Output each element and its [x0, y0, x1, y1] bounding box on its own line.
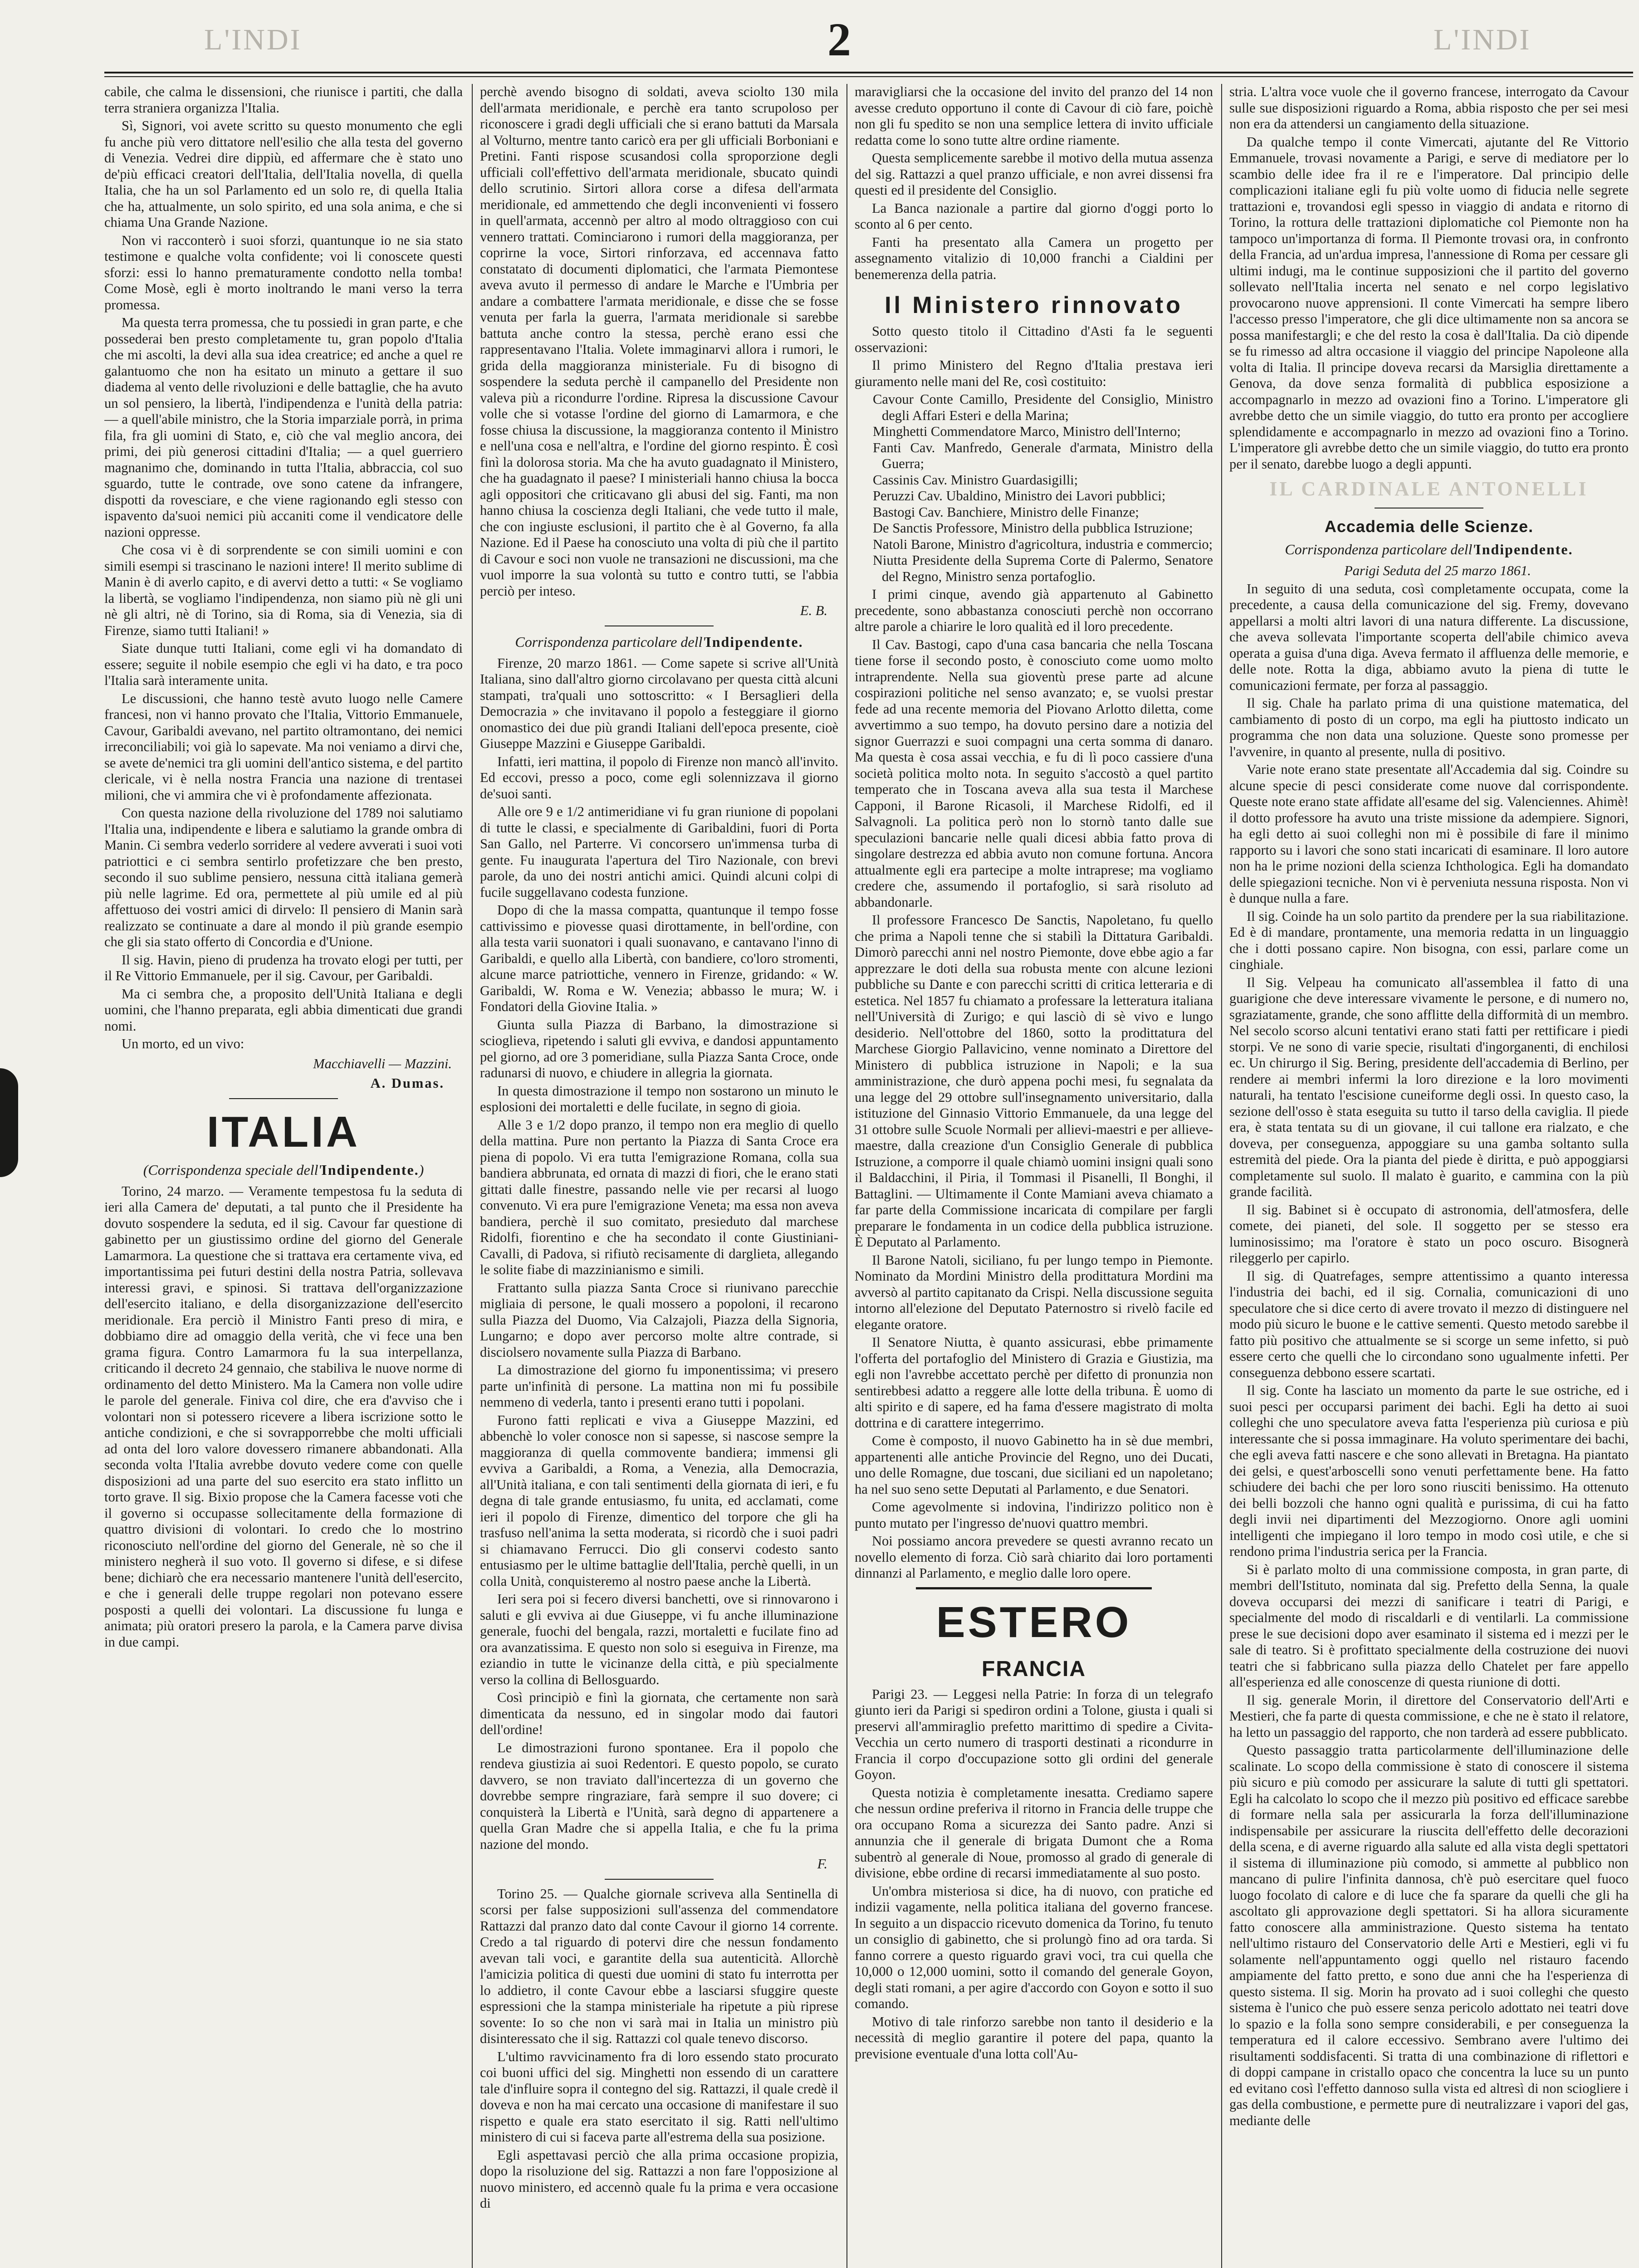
paragraph: Alle 3 e 1/2 dopo pranzo, il tempo non era meglio di quello della mattina. Pure non pertanto la Piazza di Santa Croce era piena di popolo. Vi era tutta l'emigrazione Romana, colla sua bandiera abbrunata, ed ornata di mazzi di fiori, che le erano stati gittati dalle finestre, passando nelle vie per recarsi al luogo convenuto. Vi era pure l'emigrazione Veneta; ma essa non aveva bandiera, perchè il suo comitato, presieduto dal marchese Ridolfi, fiorentino e che ha secondato il conte Giustiniani-Cavalli, di Padova, si rifiutò recisamente di darglieta, allegando le solite fiabe di mazzinianismo e simili. [480, 1117, 838, 1277]
paragraph: Il Senatore Niutta, è quanto assicurasi, ebbe primamente l'offerta del portafoglio del Ministero di Grazia e Giustizia, ma egli non l'avrebbe accettato perchè per difetto di pronunzia non sentirebbesi adatto a reggere alle lotte della tribuna. È uomo di alti spirito e di sapere, ed ha fama d'essere magistrato di molta dottrina e di carattere integerrimo. [855, 1334, 1213, 1431]
paragraph: La dimostrazione del giorno fu imponentissima; vi presero parte un'infinità di persone. La mattina non mi fu possibile nemmeno di vederla, tanto i presenti erano tutti i popolani. [480, 1362, 838, 1410]
paragraph: Il sig. di Quatrefages, sempre attentissimo a quanto interessa l'industria dei bachi, ed il sig. Cornalia, comunicazioni di uno speculatore che si dice certo di avere trovato il mezzo di distinguere nel modo più sicuro le buone e le cattive sementi. Questo metodo sarebbe il fatto più positivo che attualmente se si scorge un seme infetto, si può essere certo che quelli che lo circondano sono ugualmente infetti. Per conseguenza debbono essere scartati. [1229, 1268, 1629, 1380]
paragraph: Dopo di che la massa compatta, quantunque il tempo fosse cattivissimo e piovesse quasi dirottamente, in bell'ordine, con alla testa varii suonatori i quali suonavano, e cantavano l'inno di Garibaldi, e quello alla Libertà, con bandiere, co'loro stromenti, alcune marce patriottiche, vennero in Firenze, gridando: « W. Garibaldi, W. Roma e W. Venezia; abbasso le mura; W. i Fondatori della Giovine Italia. » [480, 902, 838, 1014]
paragraph: Con questa nazione della rivoluzione del 1789 noi salutiamo l'Italia una, indipendente e libera e salutiamo la grande ombra di Manin. Ci sembra vederlo sorridere al vedere avverati i suoi voti patriottici e ci sembra sentirlo profetizzare che ben presto, secondo il suo sublime pensiero, nessuna città italiana gemerà più nelle lagrime. Ed ora, permettete al più umile ed al più affettuoso dei vostri amici di dirvelo: Il pensiero di Manin sarà realizzato se continuate a dare al mondo il più grande esempio che gli sia stato offerto di Concordia e d'Unione. [104, 805, 463, 949]
paragraph: I primi cinque, avendo già appartenuto al Gabinetto precedente, sono abbastanza conosciuti perchè non occorrano altre parole a chiarire le loro qualità ed il loro precedente. [855, 587, 1213, 634]
paragraph: Il sig. Chale ha parlato prima di una quistione matematica, del cambiamento di posto di un corpo, ma egli ha piuttosto indicato un programma che non data una soluzione. Queste sono promesse per l'avvenire, in quanto al presente, nulla di positivo. [1229, 695, 1629, 759]
paragraph: Parigi 23. — Leggesi nella Patrie: In forza di un telegrafo giunto ieri da Parigi si spediron ordini a Tolone, giusta i quali si preservi all'ammiraglio prefetto marittimo di spedire a Civita-Vecchia un certo numero di trasporti destinati a ricondurre in Francia il corpo d'occupazione sotto gli ordini del generale Goyon. [855, 1686, 1213, 1782]
list-item: De Sanctis Professore, Ministro della pubblica Istruzione; [873, 520, 1193, 536]
column-rule [1221, 84, 1222, 2268]
paragraph: Il primo Ministero del Regno d'Italia prestava ieri giuramento nelle mani del Re, così costituito: [855, 357, 1213, 389]
column-rule [472, 84, 473, 2268]
header-ghost-left: L'INDI [204, 23, 302, 56]
byline-text: Corrispondenza particolare dell' [1285, 541, 1476, 557]
paragraph: Varie note erano state presentate all'Accademia dal sig. Coindre su alcune specie di pesci considerate come nuove dal corrispondente. Queste note erano state affidate all'esame del sig. Valenciennes. Ahimè! il dotto professore ha avuto una triste missione da adempiere. Signori, ha egli detto ai suoi colleghi non mi è possibile di fare il minimo rapporto su i lavori che sono stati incaricati di esaminare. Il loro autore non ha le prime nozioni della scienza Ichthologica. Egli ha domandato delle spiegazioni tecniche. Non vi è perveniuta nessuna risposta. Non vi è dunque nulla a fare. [1229, 762, 1629, 906]
section-title-accademia: Accademia delle Scienze. [1324, 517, 1534, 536]
divider [229, 1098, 338, 1099]
paragraph: Motivo di tale rinforzo sarebbe non tanto il desiderio e la necessità di meglio garantire il potere del papa, quanto la previsione eventuale d'una lotta coll'Au- [855, 2014, 1213, 2062]
show-through-text: IL CARDINALE ANTONELLI [1269, 478, 1589, 500]
signature: E. B. [800, 603, 827, 618]
binding-mark [0, 1068, 18, 1177]
paragraph: Alle ore 9 e 1/2 antimeridiane vi fu gran riunione di popolani di tutte le classi, e specialmente di Garibaldini, fuori di Porta San Gallo, nel Parterre. Vi concorsero un'immensa turba di gente. Fu inaugurata l'apertura del Tiro Nazionale, con brevi parole, da uno dei nostri antichi amici. Quindi alcuni colpi di fucile suggellavano codesta funzione. [480, 804, 838, 900]
paragraph: In seguito di una seduta, così completamente occupata, come la precedente, a causa della comunicazione del sig. Fremy, dovevano appellarsi a molti altri lavori di una natura differente. La discussione, che aveva sollevata l'importante scoperta dell'abile chimico aveva operata a guisa d'una diga. Aveva fermato il affluenza delle memorie, e delle note. Rotta la diga, abbiamo avuto la piena di tutte le comunicazioni fermate, per forza al passaggio. [1229, 581, 1629, 693]
section-title-estero: ESTERO [936, 1598, 1132, 1647]
section-title-francia: FRANCIA [982, 1657, 1086, 1681]
byline-paper: Indipendente. [1475, 541, 1573, 557]
list-item: Minghetti Commendatore Marco, Ministro dell'Interno; [873, 424, 1181, 439]
paragraph: Il sig. Coinde ha un solo partito da prendere per la sua riabilitazione. Ed è di mandare, prontamente, una memoria redatta in un linguaggio che i dotti possano capire. Non bisogna, con essi, parlare come un cinghiale. [1229, 908, 1629, 972]
column-3 [855, 84, 1213, 2268]
paragraph: Il Barone Natoli, siciliano, fu per lungo tempo in Piemonte. Nominato da Mordini Ministro della prodittatura Mordini ma avversò al partito capitanato da Crispi. Nella discussione seguita intorno all'elezione del Deputato Paternostro si rivelò facile ed elegante oratore. [855, 1252, 1213, 1332]
paragraph: La Banca nazionale a partire dal giorno d'oggi porto lo sconto al 6 per cento. [855, 200, 1213, 232]
paragraph: Le discussioni, che hanno testè avuto luogo nelle Camere francesi, non vi hanno provato che l'Italia, Vittorio Emmanuele, Cavour, Garibaldi avevano, nel partito oltramontano, dei nemici irreconciliabili; voi già lo sapevate. Ma noi veniamo a dirvi che, se avete de'nemici tra gli uomini dell'antico sistema, e del partito clericale, vi è nella nostra Francia una nazione di trentasei milioni, che vi ammira che vi è profondamente affezionata. [104, 690, 463, 803]
paragraph: Ma questa terra promessa, che tu possiedi in gran parte, e che possederai ben presto completamente tu, gran popolo d'Italia che mi ascolti, la devi alla sua idea creatrice; ed anche a quel re galantuomo che non ha esitato un minuto a gettare il suo diadema al vento delle rivoluzioni e delle battaglie, che ha avuto un sol pensiero, la libertà, l'indipendenza e l'unità della patria: — a quell'abile ministro, che la Storia imparziale porrà, in prima fila, fra gli uomini di Stato, e, ciò che val meglio ancora, dei primi, dei più generosi cittadini d'Italia; — a quel guerriero magnanimo che, dominando in tutta l'Italia, abbraccia, col suo sguardo, tutte le contrade, ove sono catene da infrangere, dispotti da rovesciare, e che viene ragionando egli stesso con ispavento da'suoi nemici più accaniti come il vendicatore delle nazioni oppresse. [104, 315, 463, 540]
byline-paper: Indipendente. [705, 633, 803, 650]
paragraph: Il sig. generale Morin, il direttore del Conservatorio dell'Arti e Mestieri, che fa parte di questa commissione, e che ne è stato il relatore, ha letto un passaggio del rapporto, che non tarderà ad essere pubblicato. [1229, 1692, 1629, 1740]
paragraph: Sì, Signori, voi avete scritto su questo monumento che egli fu anche più vero dittatore nell'esilio che alla testa del governo di Venezia. Vedrei dire dippiù, ed affermare che è stato uno de'più efficaci creatori dell'Italia, dell'Italia novella, di quella Italia, che ha un sol Parlamento ed un solo re, di quella Italia che ha, attualmente, un solo spirito, ed una sola anima, e che si chiama Una Grande Nazione. [104, 118, 463, 230]
dateline: Parigi Seduta del 25 marzo 1861. [1344, 563, 1531, 578]
paragraph: Il Cav. Bastogi, capo d'una casa bancaria che nella Toscana tiene forse il secondo posto, è conosciuto come uomo molto intraprendente. Nella sua gioventù prese parte ad alcune cospirazioni politiche nel senso avanzato; e, se vuolsi prestar fede ad una recente memoria del Piovano Arlotto diletta, come avvertimmo a suo tempo, ha dovuto persino dare a notizia del signor Guerrazzi e suoi compagni una certa somma di danaro. Ma questa è cosa assai vecchia, e fu di lì poco cassiere d'una società politica molto nota. In seguito s'accostò a quel partito temperato che in Toscana aveva alla sua testa il Marchese Capponi, il Barone Ricasoli, il Marchese Ridolfi, ed il Salvagnoli. La politica però non lo stornò tanto dalle sue speculazioni bancarie nelle quali dicesi abbia fatto prova di singolare destrezza ed abbia avuto non comune fortuna. Ancora attualmente egli era partecipe a molte intraprese; ma vogliamo credere che, assumendo il portafoglio, si sarà risoluto ad abbandonarle. [855, 636, 1213, 910]
byline-paper: Indipendente. [321, 1161, 419, 1178]
byline [1229, 540, 1629, 558]
paragraph: perchè avendo bisogno di soldati, aveva sciolto 130 mila dell'armata meridionale, e perchè era tanto scrupoloso per riconoscere i gradi degli ufficiali che si erano battuti da Marsala al Volturno, mentre tanto caricò era per gli ufficiali Borboniani e Pretini. Fanti rispose scusandosi colla sproporzione degli ufficiali coll'effettivo dell'armata meridionale, sbucato quindi dello scrutinio. Sirtori allora corse a difesa dell'armata meridionale, ed ammettendo che degli inconvenienti vi fossero in quell'armata, accennò per altro al modo oltraggioso con cui vennero trattati. Cominciarono i rumori della maggioranza, per coprirne la voce, Sirtori rinforzava, ed accennava fatto constatato di documenti diplomatici, che l'armata Piemontese aveva avuto il permesso di andare le Marche e l'Umbria per andare a combattere l'armata meridionale, e disse che se fosse venuta per farla la guerra, l'armata meridionale si sarebbe battuta anche contro la stessa, perchè erano essi che rappresentavano l'Italia. Volete immaginarvi allora i rumori, le grida della maggioranza ministeriale. Fu di bisogno di sospendere la seduta perchè il campanello del Presidente non valeva più a ricondurre l'ordine. Ripresa la discussione Cavour volle che si votasse l'ordine del giorno di Lamarmora, e che fosse chiusa la discussione, la maggioranza contento il Ministro e nell'una cosa e nell'altra, e l'ordine del giorno respinto. È così finì la dolorosa storia. Ma che ha avuto guadagnato il Ministero, che ha guadagnato il paese? I ministeriali hanno chiusa la bocca agli oppositori che criticavano gli abusi del sig. Fanti, ma non hanno chiusa la coscienza degli Italiani, che vede tutto il male, che con ingiuste esclusioni, il partito che è al Governo, fa alla Nazione. Ed il Paese ha conosciuto una volta di più che il partito di Cavour e soci non vuole ne transazioni ne discussioni, ma che vuol imporre la sua volontà su tutto e contro tutti, se l'abbia perciò per inteso. [480, 84, 838, 599]
paragraph: Si è parlato molto di una commissione composta, in gran parte, di membri dell'Istituto, nominata dal sig. Prefetto della Senna, la quale doveva occuparsi dei mezzi di sanificare i teatri di Parigi, e specialmente del modo di riscaldarli e di ventilarli. La commissione prese le sue decisioni dopo aver esaminato il sistema ed i mezzi per le sale di teatro. Si è profittato specialmente della costruzione dei nuovi teatri che si fabbricano sulla piazza dello Chatelet per fare appello all'esperienza ed alle conoscenze di questa riunione di dotti. [1229, 1561, 1629, 1690]
paragraph: Sotto questo titolo il Cittadino d'Asti fa le seguenti osservazioni: [855, 323, 1213, 355]
byline-close: ) [419, 1161, 424, 1178]
paragraph: Ieri sera poi si fecero diversi banchetti, ove si rinnovarono i saluti e gli evviva ai due Giuseppe, vi fu anche illuminazione generale, fuochi del bengala, razzi, mortaletti e fucilate fino ad ora avanzatissima. E questo non solo si eseguiva in Firenze, ma eziandio in tutte le vicinanze della città, e più specialmente verso la collina di Bellosguardo. [480, 1591, 838, 1687]
signature-author: A. Dumas. [370, 1075, 445, 1091]
list-item: Niutta Presidente della Suprema Corte di Palermo, Senatore del Regno, Ministro senza portafoglio. [873, 552, 1213, 584]
header-rule [104, 72, 1633, 77]
header-ghost-right: L'INDI [1434, 23, 1531, 56]
paragraph: Come agevolmente si indovina, l'indirizzo politico non è punto mutato per l'ingresso de'nuovi quattro membri. [855, 1499, 1213, 1531]
list-item: Natoli Barone, Ministro d'agricoltura, industria e commercio; [873, 536, 1213, 552]
paragraph: Siate dunque tutti Italiani, come egli vi ha domandato di essere; seguite il nobile esempio che egli vi ha dato, e tra poco l'Italia sarà interamente unita. [104, 640, 463, 688]
section-title-italia: ITALIA [206, 1107, 361, 1156]
paragraph: Un morto, ed un vivo: [122, 1036, 245, 1051]
paragraph: Così principiò e finì la giornata, che certamente non sarà dimenticata da nessuno, ed in singolar modo dai fautori dell'ordine! [480, 1690, 838, 1737]
list-item: Peruzzi Cav. Ubaldino, Ministro dei Lavori pubblici; [873, 488, 1166, 503]
byline-text: Corrispondenza particolare dell' [515, 633, 706, 650]
paragraph: Come è composto, il nuovo Gabinetto ha in sè due membri, appartenenti alle antiche Provincie del Regno, uno dei Ducati, uno delle Romagne, due toscani, due siciliani ed un napoletano; ha nel suo seno sette Deputati al Parlamento, e due Senatori. [855, 1433, 1213, 1497]
paragraph: Il sig. Babinet si è occupato di astronomia, dell'atmosfera, delle comete, dei pianeti, del sole. Il soggetto per se stesso era luminosissimo; ma l'oratore è stato un poco oscuro. Bisognerà rileggerlo per capirlo. [1229, 1202, 1629, 1266]
ministers-list [855, 391, 1213, 585]
paragraph: Che cosa vi è di sorprendente se con simili uomini e con simili esempi si trascinano le nazioni intere! Il merito sublime di Manin è di averlo capito, e di avervi detto a tutti: « Se vogliamo la libertà, se vogliamo l'indipendenza, non siamo più nè gli uni nè gli altri, nè di Torino, sia di Roma, sia di Venezia, sia di Firenze, siamo tutti Italiani! » [104, 542, 463, 638]
list-item: Bastogi Cav. Banchiere, Ministro delle Finanze; [873, 504, 1139, 520]
paragraph: Egli aspettavasi perciò che alla prima occasione propizia, dopo la risoluzione del sig. Rattazzi a non fare l'opposizione al nuovo ministero, ed accennò quale fu la prima e vera occasione di [480, 2147, 838, 2211]
paragraph: Non vi racconterò i suoi sforzi, quantunque io ne sia stato testimone e qualche volta confidente; voi li conoscete questi sforzi: essi lo hanno prematuramente condotto nella tomba! Come Mosè, egli è morto inoltrando le mani verso la terra promessa. [104, 232, 463, 313]
paragraph: Il sig. Havin, pieno di prudenza ha trovato elogi per tutti, per il Re Vittorio Emmanuele, per il sig. Cavour, per Garibaldi. [104, 952, 463, 983]
paragraph: Frattanto sulla piazza Santa Croce si riunivano parecchie migliaia di persone, le quali mossero a popoloni, il recarono sulla Piazza del Duomo, Via Calzajoli, Piazza della Signoria, Lungarno; e dopo aver percorso molte altre contrade, si disciolsero novamente sulla Piazza di Barbano. [480, 1280, 838, 1360]
column-1 [104, 84, 463, 2268]
list-item: Fanti Cav. Manfredo, Generale d'armata, Ministro della Guerra; [873, 440, 1213, 471]
paragraph: stria. L'altra voce vuole che il governo francese, interrogato da Cavour sulle sue disposizioni riguardo a Roma, abbia risposto che per sei mesi non era da attendersi un cangiamento della situazione. [1229, 84, 1629, 132]
column-2 [480, 84, 838, 2268]
page-header [104, 8, 1633, 76]
paragraph: cabile, che calma le dissensioni, che riunisce i partiti, che dalla terra straniera organizza l'Italia. [104, 84, 463, 116]
byline [104, 1161, 463, 1179]
section-title-ministero: Il Ministero rinnovato [885, 292, 1183, 318]
page-number: 2 [827, 14, 851, 66]
paragraph: Il sig. Conte ha lasciato un momento da parte le sue ostriche, ed i suoi pesci per occuparsi pariment dei bachi. Egli ha detto ai suoi colleghi che uno speculatore aveva fatta l'esperienza più curiosa e più interessante che si possa immaginare. Ha voluto sperimentare dei bachi, che egli aveva fatti nascere e che sono allevati in Bretagna. Ha piantato dei gelsi, e quest'arboscelli sono venuti perfettamente bene. Ha fatto schiudere dei bachi che per loro sono riusciti benissimo. Ha ottenuto dei belli bozzoli che hanno ogni qualità e purissima, di cui ha fatto degli invii nei dipartimenti del Mezzogiorno. Onore agli uomini intelligenti che impiegano il loro tempo in modo così utile, e che si rendono prima l'industria serica per la Francia. [1229, 1383, 1629, 1559]
paragraph: Firenze, 20 marzo 1861. — Come sapete si scrive all'Unità Italiana, sino dall'altro giorno circolavano per questa città alcuni stampati, tra'quali uno sottoscritto: « I Bersaglieri della Democrazia » che invitavano il popolo a festeggiare il giorno onomastico dei due più grandi Italiani dell'epoca presente, cioè Giuseppe Mazzini e Giuseppe Garibaldi. [480, 655, 838, 751]
signature: Macchiavelli — Mazzini. [313, 1056, 452, 1071]
paragraph: Furono fatti replicati e viva a Giuseppe Mazzini, ed abbenchè lo voler conosce non si sapesse, si nascose sempre la maggioranza di quella commovente bandiera; immensi gli evviva a Garibaldi, a Roma, a Venezia, alla Democrazia, all'Unità italiana, e con tali sentimenti della giornata di ieri, e fu degna di tale grande entusiasmo, fu unita, ed acclamati, come ieri il popolo di Firenze, dimentico del torpore che gli ha trasfuso nell'anima la setta moderata, si ricordò che i suoi padri si chiamavano Ferrucci. Dio gli conservi codesto santo entusiasmo per le ultime battaglie dell'Italia, perchè quelli, in un colla Unità, conquisteremo al nostro paese anche la Libertà. [480, 1412, 838, 1589]
paragraph: Questa notizia è completamente inesatta. Crediamo sapere che nessun ordine preferiva il ritorno in Francia delle truppe che ora occupano Roma a sicurezza dei Santo padre. Anzi si annunzia che il generale di brigata Dumont che a Roma subentrò al generale di Noue, promosso al grado di generale di divisione, ebbe ordine di recarsi immediatamente al suo posto. [855, 1784, 1213, 1881]
paragraph: maravigliarsi che la occasione del invito del pranzo del 14 non avesse creduto opportuno il conte di Cavour di ciò fare, poichè non gli fu spedito se non una semplice lettera di invito ufficiale redatta come lo sono tutte altre ordine riamente. [855, 84, 1213, 148]
column-4 [1229, 84, 1629, 2268]
byline-text: (Corrispondenza speciale dell' [143, 1161, 322, 1178]
paragraph: Il Sig. Velpeau ha comunicato all'assemblea il fatto di una guarigione che deve interessare vivamente le persone, e di numero no, sgraziatamente, grande, che sono afflitte della difformità di un membro. Nel secolo scorso alcuni tentativi erano stati fatti per rettificare i piedi storpi. Ve ne sono di varie specie, risultati d'ingorganenti, di enchilosi ec. Un chirurgo il Sig. Bering, presidente dell'accademia di Berlino, per rendere ai membri infermi la loro direzione e la loro movimenti naturali, ha tentato l'escisione cuneiforme degli ossi. In questo caso, la sezione dell'osso è stata eseguita su tutto il tarso della caviglia. Il piede era, è stata tentata su di un giovane, il cui tallone era rialzato, e che doveva, per conseguenza, appoggiare su una gamba soltanto sulla estremità del piede. Ora la pianta del piede è diritta, e può appoggiarsi completamente sul suolo. Il malato è guarito, e cammina con la più grande facilità. [1229, 974, 1629, 1199]
paragraph: L'ultimo ravvicinamento fra di loro essendo stato procurato coi buoni uffici del sig. Minghetti non essendo di un carattere tale d'influire sopra il contegno del sig. Rattazzi, il quale credè il doveva e non ha mai cercato una occasione di manifestare il suo rispetto e quale era stato esercitato il sig. Ratti nell'ultimo ministero di cui si faceva parte all'estrema della sua posizione. [480, 2048, 838, 2145]
paragraph: Il professore Francesco De Sanctis, Napoletano, fu quello che prima a Napoli tenne che si stabilì la Dittatura Garibaldi. Dimorò parecchi anni nel nostro Piemonte, dove ebbe agio a far apprezzare le doti della sua robusta mente con alcune lezioni pubbliche su Dante e con parecchi scritti di critica letteraria e di estetica. Nel 1857 fu chiamato a professare la letteratura italiana nell'Università di Zurigo; e qui lasciò di sè vivo e lungo desiderio. Nell'ottobre del 1860, sotto la prodittatura del Marchese Giorgio Pallavicino, venne nominato a Direttore del Ministero di pubblica istruzione in Napoli; e la sua amministrazione, che durò appena pochi mesi, fu segnalata da una legge del 29 ottobre sull'insegnamento universitario, dalla istituzione del Ginnasio Vittorio Emmanuele, da una legge del 31 ottobre sulle Scuole Normali per allievi-maestri e per allieve-maestre, dalla creazione d'un Consiglio Generale di pubblica Istruzione, a comporre il quale chiamò uomini insigni quali sono il Baldacchini, il Piria, il Tommasi il Pisanelli, Il Bonghi, il Battaglini. — Ultimamente il Conte Mamiani aveva chiamato a far parte della Commissione incaricata di compilare per fargli preparare le fondamenta in un codice della pubblica istruzione. È Deputato al Parlamento. [855, 912, 1213, 1250]
paragraph: Da qualche tempo il conte Vimercati, ajutante del Re Vittorio Emmanuele, trovasi novamente a Parigi, e serve di mediatore per lo scambio delle idee fra il re e l'imperatore. Dal principio delle complicazioni italiane egli fu più volte uomo di fiducia nelle segrete trattazioni e, trovandosi egli spesso in viaggio di andata e ritorno di Torino, la rottura delle trattazioni diplomatiche col Piemonte non ha tampoco un'importanza di forma. Il Piemonte trovasi ora, in confronto della Francia, ad un'ardua impresa, l'annessione di Roma per cessare gli ultimi indugi, ma le continue supposizioni che il partito del governo sollevato nell'Italia incerta nel senato e nel corpo legislativo provocarono nuove apprensioni. Il conte Vimercati ha sempre libero l'accesso presso l'imperatore, che gli dice ultimamente non sa ancora se possa manifestargli; e che del resto la cosa è dall'Italia. Da ciò dipende se fu rimesso ad altra occasione il viaggio del principe Napoleone alla volta di Italia. Il principe doveva recarsi da Marsiglia direttamente a Genova, da dove senza formalità di pubblica esposizione a accompagnarlo in mezzo ad ovazioni fino a Torino. L'imperatore gli avrebbe detto che un simile viaggio, do tutto era pronto per accogliere splendidamente e accompagnarlo in mezzo ad ovazioni fino a Torino. L'imperatore gli avrebbe detto che un simile viaggio, do tutto era pronto per il senato, darebbe luogo a degli appunti. [1229, 134, 1629, 472]
byline [480, 633, 838, 651]
divider [605, 1879, 714, 1880]
divider [916, 1587, 1152, 1589]
paragraph: Torino, 24 marzo. — Veramente tempestosa fu la seduta di ieri alla Camera de' deputati, a tal punto che il Presidente ha dovuto sospendere la seduta, ed il sig. Cavour far questione di gabinetto per un giustissimo ordine del giorno del Generale Lamarmora. La questione che si trattava era certamente viva, ed importantissima pei futuri destini della nostra Patria, sollevava interessi gravi, e spinosi. Si trattava dell'organizzazione dell'esercito italiano, e della disorganizzazione dell'esercito meridionale. Era perciò il Ministro Fanti preso di mira, e dobbiamo dire ad omaggio della verità, che vi fece una ben grama figura. Contro Lamarmora fu la sua interpellanza, criticando il decreto 24 gennaio, che stabiliva le nuove norme di ordinamento del detto Ministero. Ma la Camera non volle udire le parole del generale. Finiva col dire, che era d'avviso che i volontari non si potessero ricevere a libera iscrizione sotto le antiche condizioni, e che si sovrapporrebbe che molti ufficiali ad onta del loro valore dovessero rimanere abbandonati. Alla seconda volta l'Italia avrebbe dovuto vedere come con quelle disposizioni ad una parte del suo esercito era stato inflitto un torto grave. Il sig. Bixio propose che la Camera facesse voti che il governo si occupasse sollecitamente della formazione di quattro divisioni di volontari. Io credo che lo mostrino riconosciuto nell'ordine del giorno del Generale, nè so che il ministero negherà il suo voto. Il governo si difese, e si difese bene; dichiarò che era necessario mantenere l'unità dell'esercito, e che i generali delle truppe regolari non potevano essere posposti a quelli dei volontari. La discussione fu lunga e animata; più oratori presero la parola, e la Camera parve divisa in due campi. [104, 1183, 463, 1650]
signature: F. [817, 1856, 827, 1872]
paragraph: Noi possiamo ancora prevedere se questi avranno recato un novello elemento di forza. Ciò sarà chiarito dai loro portamenti dinnanzi al Parlamento, e meglio dalle loro opere. [855, 1533, 1213, 1581]
paragraph: Giunta sulla Piazza di Barbano, la dimostrazione si scioglieva, ripetendo i saluti gli evviva, e dandosi appuntamento pel giorno, ad ore 3 pomeridiane, sulla Piazza Santa Croce, onde radunarsi di nuovo, e chiudere in allegria la giornata. [480, 1017, 838, 1080]
list-item: Cassinis Cav. Ministro Guardasigilli; [873, 472, 1078, 488]
paragraph: Torino 25. — Qualche giornale scriveva alla Sentinella di scorsi per false supposizioni sull'assenza del commendatore Rattazzi dal pranzo dato dal conte Cavour il giorno 14 corrente. Credo a tal riguardo di potervi dire che nessun fondamento avevan tali voci, e garantite della sua autenticità. Allorchè l'amicizia politica di questi due uomini di stato fu interrotta per lo addietro, il conte Cavour ebbe a lasciarsi sfuggire queste espressioni che la stampa ministeriale ha ripetute a più riprese sovente: Io so che non vi sarà mai in Italia un ministro più disinteressato che il sig. Rattazzi col quale tenevo discorso. [480, 1886, 838, 2046]
paragraph: Infatti, ieri mattina, il popolo di Firenze non mancò all'invito. Ed eccovi, presso a poco, come egli solennizzava il giorno de'suoi santi. [480, 753, 838, 802]
paragraph: Le dimostrazioni furono spontanee. Era il popolo che rendeva giustizia ai suoi Redentori. E questo popolo, se curato davvero, se non traviato dall'incertezza di un governo che dovrebbe sempre ringraziare, farà sempre il suo dovere; ci conquisterà la Libertà e l'Unità, sarà degno di appartenere a quella Gran Madre che si appella Italia, e che fu la prima nazione del mondo. [480, 1740, 838, 1852]
list-item: Cavour Conte Camillo, Presidente del Consiglio, Ministro degli Affari Esteri e della Marina; [873, 391, 1213, 423]
paragraph: Questo passaggio tratta particolarmente dell'illuminazione delle scalinate. Lo scopo della commissione è stato di conoscere il sistema più sicuro e più comodo per assicurare la salute di tutti gli spettatori. Egli ha calcolato lo scopo che il mezzo più positivo ed efficace sarebbe di formare nella sala per assicurarla la forza dell'illuminazione indispensabile per assicurare la riuscita dell'effetto delle decorazioni della scena, e di averne riguardo alla salute ed alla vista degli spettatori il sistema di illuminazione più comodo, si ammette al pubblico non mancano di pulire l'infinita dannosa, ch'è può esercitare quel fuoco luogo focolato di calore e di luce che fa sparare da quelli che gli ha ascoltato gli approvazione degli spettatori. Si ha allora sicuramente fatto conoscere alla amministrazione. Questo sistema ha tentato nell'ultimo ristauro del Conservatorio delle Arti e Mestieri, egli vi fu solamente nell'appuntamento oggi quello nel ristauro facendo ampiamente del fatto pretto, e sono due anni che ha l'esperienza di questo sistema. Il sig. Morin ha provato ad i suoi colleghi che questo sistema è l'unico che può essere senza pericolo adottato nei teatri dove lo spazio e la folla sono sempre considerabili, e per conseguenza la temperatura ed il calore eccessivo. Sembrano avere l'ultimo dei risultamenti soddisfacenti. Si tratta di una combinazione di riflettori e di doppi campane in cristallo opaco che concentra la luce su un punto ed evitano così l'effetto dannoso sulla vista ed altresì di non sciogliere i gas della combustione, e permette pure di neutralizzare i vapori del gas, mediante delle [1229, 1742, 1629, 2128]
paragraph: In questa dimostrazione il tempo non sostarono un minuto le esplosioni dei mortaletti e delle fucilate, in segno di gioia. [480, 1083, 838, 1114]
paragraph: Fanti ha presentato alla Camera un progetto per assegnamento vitalizio di 10,000 franchi a Cialdini per benemerenza della patria. [855, 234, 1213, 282]
paragraph: Questa semplicemente sarebbe il motivo della mutua assenza del sig. Rattazzi a quel pranzo ufficiale, e non avrei dissensi fra questi ed il presidente del Consiglio. [855, 150, 1213, 198]
column-rule [846, 84, 847, 2268]
paragraph: Ma ci sembra che, a proposito dell'Unità Italiana e degli uomini, che l'hanno preparata, egli abbia dimenticati due grandi nomi. [104, 986, 463, 1034]
paragraph: Un'ombra misteriosa si dice, ha di nuovo, con pratiche ed indizii vagamente, nella politica italiana del governo francese. In seguito a un dispaccio ricevuto domenica da Torino, fu tenuto un consiglio di gabinetto, che si prolungò fino ad ora tarda. Si fanno correre a questo riguardo gravi voci, tra cui quella che 10,000 o 12,000 uomini, sotto il comando del generale Goyon, degli stati romani, a per agire d'accordo con Goyon e sotto il suo comando. [855, 1883, 1213, 2011]
